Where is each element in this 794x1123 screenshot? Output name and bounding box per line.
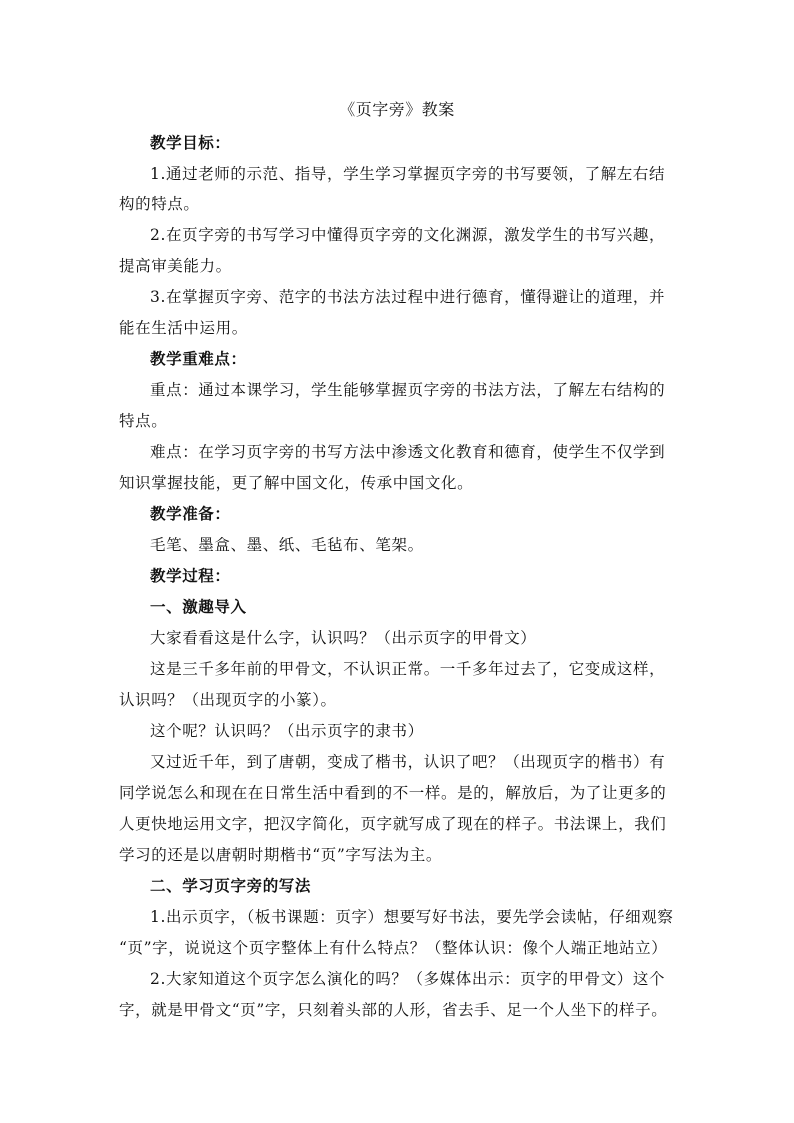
paragraph-line: 认识吗？（出现页字的小篆）。 (119, 691, 337, 709)
paragraph-line: 2.在页字旁的书写学习中懂得页字旁的文化渊源，激发学生的书写兴趣， (150, 226, 666, 244)
section-heading-preparation: 教学准备： (150, 504, 231, 523)
paragraph-line: 字，就是甲骨文“页”字，只刻着头部的人形，省去手、足一个人坐下的样子。 (119, 1001, 668, 1019)
subsection-heading-intro: 一、激趣导入 (150, 597, 247, 616)
section-heading-goals: 教学目标： (150, 133, 231, 152)
paragraph-line: 这个呢？认识吗？（出示页字的隶书） (150, 722, 424, 740)
document-title: 《页字旁》教案 (339, 100, 455, 119)
paragraph-line: 重点：通过本课学习，学生能够掌握页字旁的书法方法，了解左右结构的 (150, 381, 666, 399)
paragraph-line: 3.在掌握页字旁、范字的书法方法过程中进行德育，懂得避让的道理，并 (150, 288, 666, 306)
paragraph-line: 知识掌握技能，更了解中国文化，传承中国文化。 (119, 474, 474, 492)
paragraph-line: “页”字，说说这个页字整体上有什么特点？（整体认识：像个人端正地站立） (119, 939, 668, 957)
paragraph-line: 1.通过老师的示范、指导，学生学习掌握页字旁的书写要领，了解左右结 (150, 165, 666, 183)
paragraph-line: 2.大家知道这个页字怎么演化的吗？（多媒体出示：页字的甲骨文）这个 (150, 970, 666, 988)
paragraph-line: 毛笔、墨盒、墨、纸、毛毡布、笔架。 (150, 536, 424, 554)
paragraph-line: 构的特点。 (119, 195, 200, 213)
paragraph-line: 这是三千多年前的甲骨文，不认识正常。一千多年过去了，它变成这样， (150, 660, 666, 678)
paragraph-line: 难点：在学习页字旁的书写方法中渗透文化教育和德育，使学生不仅学到 (150, 443, 666, 461)
paragraph-line: 人更快地运用文字，把汉字简化，页字就写成了现在的样子。书法课上，我们 (119, 815, 667, 833)
paragraph-line: 大家看看这是什么字，认识吗？（出示页字的甲骨文） (150, 629, 537, 647)
paragraph-line: 1.出示页字，（板书课题：页字）想要写好书法，要先学会读帖，仔细观察 (150, 908, 674, 926)
paragraph-line: 学习的还是以唐朝时期楷书“页”字写法为主。 (119, 846, 442, 864)
paragraph-line: 又过近千年，到了唐朝，变成了楷书，认识了吧？（出现页字的楷书）有 (150, 753, 666, 771)
paragraph-line: 特点。 (119, 412, 168, 430)
section-heading-process: 教学过程： (150, 566, 231, 585)
paragraph-line: 能在生活中运用。 (119, 319, 248, 337)
subsection-heading-learning: 二、学习页字旁的写法 (150, 876, 312, 895)
paragraph-line: 提高审美能力。 (119, 257, 232, 275)
section-heading-key-points: 教学重难点： (150, 349, 247, 368)
paragraph-line: 同学说怎么和现在在日常生活中看到的不一样。是的，解放后，为了让更多的 (119, 784, 667, 802)
